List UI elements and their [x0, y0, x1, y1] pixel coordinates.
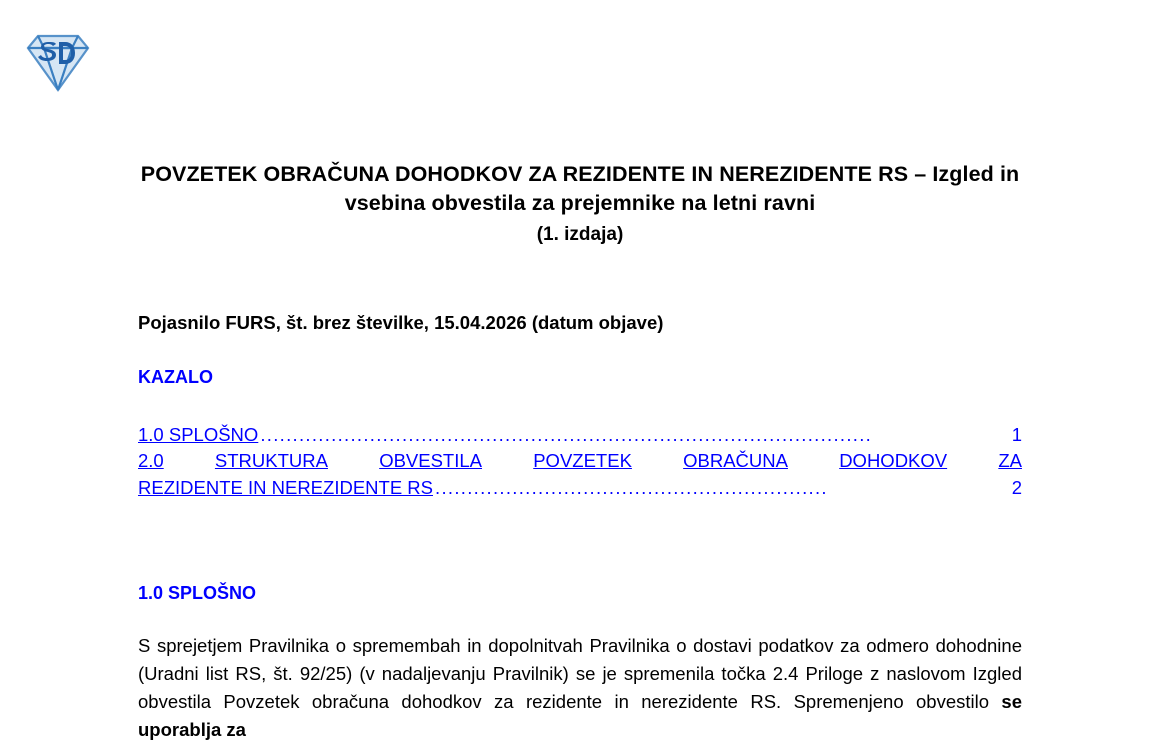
toc-page-number: 2 [1011, 476, 1022, 498]
toc-leader-dots: ............................................................. [435, 476, 828, 498]
toc-entry-label-line2[interactable]: REZIDENTE IN NEREZIDENTE RS [138, 476, 433, 498]
toc-word: STRUKTURA [214, 450, 328, 472]
body-paragraph [138, 632, 1022, 744]
toc-entry-2[interactable] [138, 448, 1022, 501]
page-title: POVZETEK OBRAČUNA DOHODKOV ZA REZIDENTE IN NEREZIDENTE RS – Izgled in vsebina obvestila za prejemnike na letni ravni [140, 162, 1020, 216]
company-diamond-logo [18, 28, 98, 100]
source-line: Pojasnilo FURS, št. brez številke, 15.04.2026 (datum objave) [138, 312, 664, 333]
paragraph-text: S sprejetjem Pravilnika o spremembah in dopolnitvah Pravilnika o dostavi podatkov za odmero dohodnine (Uradni list RS, št. 92/25) (v nadaljevanju Pravilnik) se je spremenila točka 2.4 Priloge z naslovom Izgled obvestila Povzetek obračuna dohodkov za rezidente in nerezidente RS. Spremenjeno obvestilo [138, 635, 1022, 713]
toc-word: ZA [998, 450, 1022, 472]
title-block [138, 160, 1022, 246]
toc-heading: KAZALO [138, 367, 213, 387]
toc-leader-dots: ............................................................................................... [260, 424, 873, 445]
toc-entry-label[interactable]: 1.0 SPLOŠNO [138, 424, 259, 445]
section-heading-splosno: 1.0 SPLOŠNO [138, 583, 257, 603]
edition-label: (1. izdaja) [536, 224, 624, 246]
toc-page-number: 1 [1011, 424, 1022, 445]
toc-word: POVZETEK [533, 450, 632, 472]
logo-svg [18, 28, 98, 100]
toc-word: OBRAČUNA [683, 450, 788, 472]
toc-word: 2.0 [138, 450, 164, 472]
table-of-contents [138, 422, 1022, 501]
toc-word: DOHODKOV [839, 450, 948, 472]
toc-entry-label-line1[interactable] [138, 448, 1022, 474]
paragraph-bold-text: se uporablja za [138, 691, 1022, 741]
toc-entry-1[interactable] [138, 422, 1022, 448]
toc-entry-line2[interactable] [138, 475, 1022, 501]
toc-word: OBVESTILA [379, 450, 483, 472]
